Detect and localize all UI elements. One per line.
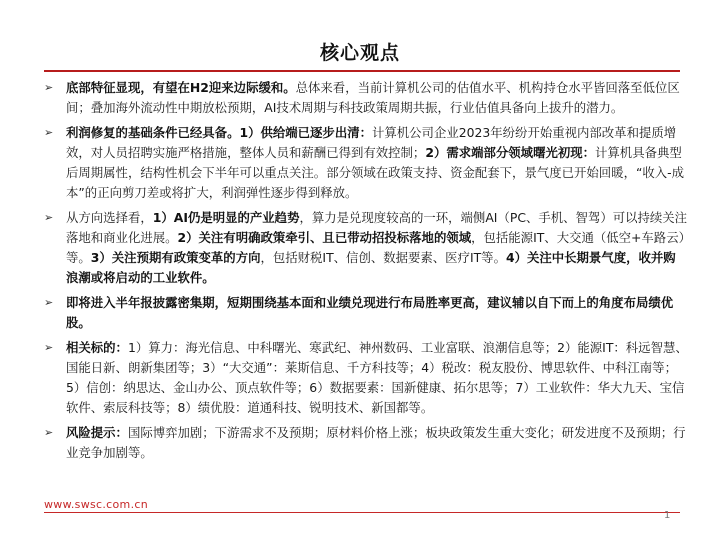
bullet-item — [44, 338, 688, 418]
bullet-item — [44, 208, 688, 288]
bullet-text: 相关标的：1）算力：海光信息、中科曙光、寒武纪、神州数码、工业富联、浪潮信息等；2）能源IT：科远智慧、国能日新、朗新集团等；3）“大交通”：莱斯信息、千方科技等；4）税改：税友股份、博思软件、中科江南等；5）信创：纳思达、金山办公、顶点软件等；6）数据要素：国新健康、拓尔思等；7）工业软件：华大九天、宝信软件、索辰科技等；8）绩优股：道通科技、锐明技术、新国都等。 — [66, 340, 688, 415]
bullet-arrow-icon: ➢ — [44, 426, 54, 439]
page-title: 核心观点 — [319, 42, 400, 64]
bullet-item — [44, 293, 688, 333]
bullet-list — [44, 78, 688, 468]
bullet-arrow-icon: ➢ — [44, 296, 54, 309]
bullet-text: 利润修复的基础条件已经具备。1）供给端已逐步出清：计算机公司企业2023年纷纷开始重视内部改革和提质增效，对人员招聘实施严格措施，整体人员和薪酬已得到有效控制；2）需求端部分领域曙光初现：计算机具备典型后周期属性，结构性机会下半年可以重点关注。部分领域在政策支持、资金配套下，景气度已开始回暖，“收入-成本”的正向剪刀差或将扩大，利润弹性逐步得到释放。 — [66, 125, 685, 200]
bullet-arrow-icon: ➢ — [44, 81, 54, 94]
bullet-text: 底部特征显现，有望在H2迎来边际缓和。总体来看，当前计算机公司的估值水平、机构持仓水平皆回落至低位区间；叠加海外流动性中期放松预期，AI技术周期与科技政策周期共振，行业估值具备向上拔升的潜力。 — [66, 80, 680, 115]
title-divider — [44, 70, 680, 72]
footer-url-link[interactable]: www.swsc.com.cn — [44, 498, 148, 511]
bullet-item — [44, 123, 688, 203]
bullet-item — [44, 423, 688, 463]
bullet-text: 即将进入半年报披露密集期，短期围绕基本面和业绩兑现进行布局胜率更高，建议辅以自下而上的角度布局绩优股。 — [66, 295, 674, 330]
bullet-arrow-icon: ➢ — [44, 211, 54, 224]
footer-divider — [44, 512, 680, 513]
bullet-arrow-icon: ➢ — [44, 341, 54, 354]
bullet-text: 风险提示：国际博弈加剧；下游需求不及预期；原材料价格上涨；板块政策发生重大变化；研发进度不及预期；行业竞争加剧等。 — [66, 425, 686, 460]
page-number: 1 — [664, 510, 671, 521]
bullet-text: 从方向选择看，1）AI仍是明显的产业趋势，算力是兑现度较高的一环，端侧AI（PC、手机、智驾）可以持续关注落地和商业化进展。2）关注有明确政策牵引、且已带动招投标落地的领域，包括能源IT、大交通（低空+车路云）等。3）关注预期有政策变革的方向，包括财税IT、信创、数据要素、医疗IT等。4）关注中长期景气度，收并购浪潮或将启动的工业软件。 — [66, 210, 688, 285]
bullet-arrow-icon: ➢ — [44, 126, 54, 139]
bullet-item — [44, 78, 688, 118]
